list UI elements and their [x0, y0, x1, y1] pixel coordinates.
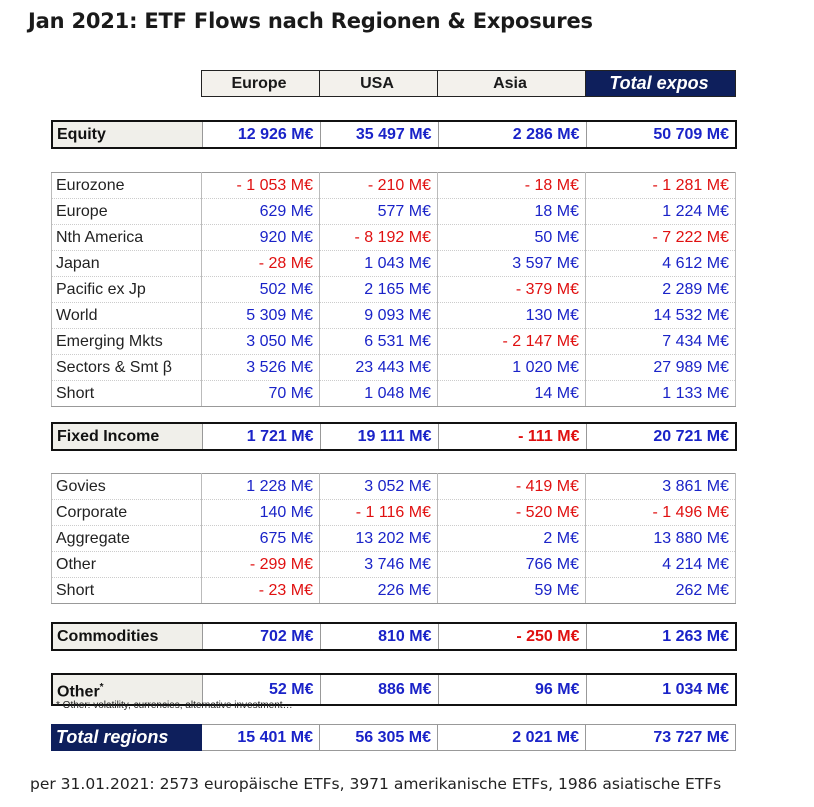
value-cell: - 28 M€	[202, 251, 320, 277]
value-cell: 1 224 M€	[586, 199, 736, 225]
value-cell: 2 165 M€	[320, 277, 438, 303]
value-cell: 130 M€	[438, 303, 586, 329]
fixed-income-detail-table	[51, 473, 736, 604]
value-cell: 12 926 M€	[202, 121, 320, 148]
footnote-marker: *	[99, 682, 104, 693]
header-asia: Asia	[437, 71, 585, 97]
table-row	[52, 329, 736, 355]
footnote: * Other: volatility, currencies, alternative investment…	[56, 700, 293, 711]
value-cell: - 210 M€	[320, 173, 438, 199]
value-cell: 35 497 M€	[320, 121, 438, 148]
row-label: Total regions	[52, 725, 202, 751]
value-cell: - 23 M€	[202, 578, 320, 604]
row-label: Nth America	[52, 225, 202, 251]
value-cell: 52 M€	[202, 674, 320, 705]
table-row	[52, 199, 736, 225]
row-label: Sectors & Smt β	[52, 355, 202, 381]
value-cell: - 1 496 M€	[586, 500, 736, 526]
value-cell: 50 709 M€	[586, 121, 736, 148]
value-cell: 70 M€	[202, 381, 320, 407]
row-label: Europe	[52, 199, 202, 225]
row-label: Other	[52, 552, 202, 578]
value-cell: 9 093 M€	[320, 303, 438, 329]
value-cell: - 111 M€	[438, 423, 586, 450]
value-cell: 3 597 M€	[438, 251, 586, 277]
value-cell: 502 M€	[202, 277, 320, 303]
value-cell: 577 M€	[320, 199, 438, 225]
value-cell: 50 M€	[438, 225, 586, 251]
bottom-note: per 31.01.2021: 2573 europäische ETFs, 3971 amerikanische ETFs, 1986 asiatische ETFs	[30, 775, 722, 793]
value-cell: 2 289 M€	[586, 277, 736, 303]
table-row	[52, 251, 736, 277]
total-regions-row	[51, 724, 736, 751]
table-row	[52, 355, 736, 381]
value-cell: 920 M€	[202, 225, 320, 251]
value-cell: - 299 M€	[202, 552, 320, 578]
row-label: Pacific ex Jp	[52, 277, 202, 303]
value-cell: 2 M€	[438, 526, 586, 552]
table-row	[52, 578, 736, 604]
value-cell: 14 532 M€	[586, 303, 736, 329]
header-usa: USA	[319, 71, 437, 97]
value-cell: 1 034 M€	[586, 674, 736, 705]
header-europe: Europe	[201, 71, 319, 97]
value-cell: 18 M€	[438, 199, 586, 225]
equity-detail-table	[51, 172, 736, 407]
value-cell: - 1 281 M€	[586, 173, 736, 199]
value-cell: 27 989 M€	[586, 355, 736, 381]
value-cell: 766 M€	[438, 552, 586, 578]
value-cell: 73 727 M€	[586, 725, 736, 751]
value-cell: 2 021 M€	[438, 725, 586, 751]
value-cell: 96 M€	[438, 674, 586, 705]
row-label: Eurozone	[52, 173, 202, 199]
value-cell: 226 M€	[320, 578, 438, 604]
value-cell: - 250 M€	[438, 623, 586, 650]
header-blank	[51, 71, 201, 97]
column-header	[51, 70, 736, 97]
row-label: Short	[52, 381, 202, 407]
value-cell: 23 443 M€	[320, 355, 438, 381]
value-cell: 3 052 M€	[320, 474, 438, 500]
value-cell: 59 M€	[438, 578, 586, 604]
commodities-summary	[51, 622, 737, 651]
value-cell: 140 M€	[202, 500, 320, 526]
row-label: Fixed Income	[52, 423, 202, 450]
table-row	[52, 552, 736, 578]
value-cell: 1 228 M€	[202, 474, 320, 500]
value-cell: - 8 192 M€	[320, 225, 438, 251]
value-cell: 1 263 M€	[586, 623, 736, 650]
value-cell: 886 M€	[320, 674, 438, 705]
table-row	[52, 173, 736, 199]
value-cell: 810 M€	[320, 623, 438, 650]
row-label: Aggregate	[52, 526, 202, 552]
table-row	[52, 381, 736, 407]
value-cell: 56 305 M€	[320, 725, 438, 751]
value-cell: 675 M€	[202, 526, 320, 552]
table-row	[52, 225, 736, 251]
value-cell: - 379 M€	[438, 277, 586, 303]
value-cell: 4 214 M€	[586, 552, 736, 578]
value-cell: 1 048 M€	[320, 381, 438, 407]
value-cell: 4 612 M€	[586, 251, 736, 277]
value-cell: 629 M€	[202, 199, 320, 225]
row-label: Emerging Mkts	[52, 329, 202, 355]
value-cell: 1 043 M€	[320, 251, 438, 277]
table-row	[52, 303, 736, 329]
value-cell: - 2 147 M€	[438, 329, 586, 355]
value-cell: - 7 222 M€	[586, 225, 736, 251]
value-cell: 13 202 M€	[320, 526, 438, 552]
page-title: Jan 2021: ETF Flows nach Regionen & Exposures	[28, 9, 593, 33]
equity-summary	[51, 120, 737, 149]
row-label: Commodities	[52, 623, 202, 650]
value-cell: 6 531 M€	[320, 329, 438, 355]
value-cell: 13 880 M€	[586, 526, 736, 552]
value-cell: - 1 116 M€	[320, 500, 438, 526]
value-cell: 3 746 M€	[320, 552, 438, 578]
row-label: Equity	[52, 121, 202, 148]
value-cell: 1 020 M€	[438, 355, 586, 381]
value-cell: 15 401 M€	[202, 725, 320, 751]
value-cell: - 520 M€	[438, 500, 586, 526]
value-cell: 1 133 M€	[586, 381, 736, 407]
fixed-income-summary	[51, 422, 737, 451]
value-cell: 3 526 M€	[202, 355, 320, 381]
value-cell: - 419 M€	[438, 474, 586, 500]
header-total-expos: Total expos	[585, 71, 735, 97]
value-cell: 1 721 M€	[202, 423, 320, 450]
value-cell: 7 434 M€	[586, 329, 736, 355]
value-cell: 3 861 M€	[586, 474, 736, 500]
value-cell: 702 M€	[202, 623, 320, 650]
value-cell: 20 721 M€	[586, 423, 736, 450]
value-cell: - 1 053 M€	[202, 173, 320, 199]
value-cell: 14 M€	[438, 381, 586, 407]
value-cell: 5 309 M€	[202, 303, 320, 329]
row-label: Japan	[52, 251, 202, 277]
table-row	[52, 526, 736, 552]
value-cell: - 18 M€	[438, 173, 586, 199]
table-row	[52, 500, 736, 526]
row-label: Corporate	[52, 500, 202, 526]
row-label: Short	[52, 578, 202, 604]
value-cell: 19 111 M€	[320, 423, 438, 450]
table-row	[52, 474, 736, 500]
row-label: Govies	[52, 474, 202, 500]
table-row	[52, 277, 736, 303]
row-label: World	[52, 303, 202, 329]
value-cell: 262 M€	[586, 578, 736, 604]
value-cell: 3 050 M€	[202, 329, 320, 355]
value-cell: 2 286 M€	[438, 121, 586, 148]
other-label: Other	[57, 683, 100, 701]
